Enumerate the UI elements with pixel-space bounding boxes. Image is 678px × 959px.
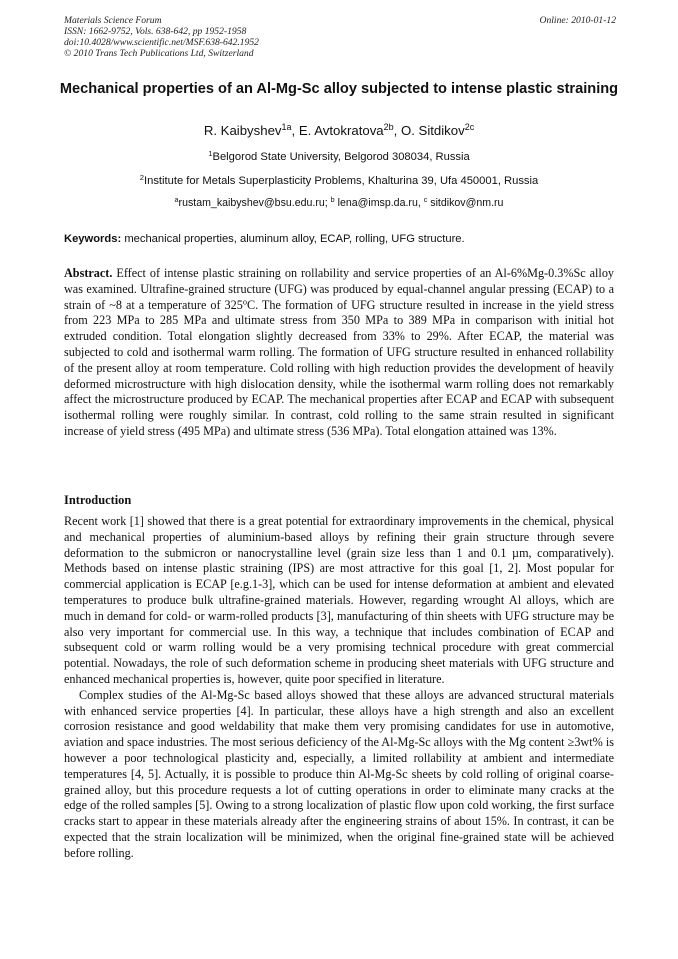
section-heading: Introduction bbox=[64, 493, 132, 507]
affiliation-number: 2 bbox=[139, 172, 144, 182]
keywords bbox=[64, 232, 616, 246]
abstract bbox=[64, 266, 614, 440]
affiliation bbox=[30, 150, 648, 164]
online-date: Online: 2010-01-12 bbox=[539, 15, 616, 26]
email-link[interactable]: sitdikov@nm.ru bbox=[430, 197, 504, 209]
journal-name: Materials Science Forum bbox=[64, 15, 162, 26]
email-mark: b bbox=[330, 195, 335, 205]
journal-header bbox=[64, 15, 616, 59]
keywords-text: mechanical properties, aluminum alloy, ECAP, rolling, UFG structure. bbox=[124, 233, 465, 245]
affiliation-text: Belgorod State University, Belgorod 308034, Russia bbox=[212, 151, 470, 163]
affiliation-number: 1 bbox=[208, 148, 213, 158]
email-link[interactable]: lena@imsp.da.ru, bbox=[337, 197, 421, 209]
author-affiliation-mark: 2c bbox=[464, 122, 475, 133]
email-mark: a bbox=[174, 195, 179, 205]
paragraph: Recent work [1] showed that there is a great potential for extraordinary improvements in the chemical, physical and mechanical properties of aluminium-based alloys by refining their grain structure through severe deformation to the submicron or nanocrystalline level (grain size less than 1 and 0.1 µm, comparatively). Methods based on intense plastic straining (IPS) are most attractive for this goal [1, 2]. Most popular for commercial application is ECAP [e.g.1-3], which can be used for intense deformation at ambient and elevated temperatures to produce bulk ultrafine-grained materials. However, regarding wrought Al alloys, which are much in demand for cold- or warm-rolled products [3], manufacturing of thin sheets with UFG structure may be also very important for commercial use. In this way, a technique that includes combination of ECAP and subsequent cold or warm rolling would be a very promising technical procedure with great commercial potential. Nowadays, the role of such deformation scheme in producing sheet materials with UFG structure and enhanced mechanical properties is, however, quite poor specified in literature. bbox=[64, 514, 614, 686]
author-name: O. Sitdikov bbox=[400, 123, 465, 138]
abstract-text: Effect of intense plastic straining on rollability and service properties of an Al-6%Mg-0.3%Sc alloy was examined. Ultrafine-grained structure (UFG) was produced by equal-channel angular pressing (ECAP) to a strain of ~8 at a temperature of 325 bbox=[64, 266, 615, 312]
introduction-body bbox=[64, 514, 614, 862]
doi-line: doi:10.4028/www.scientific.net/MSF.638-642.1952 bbox=[64, 37, 259, 48]
author-affiliation-mark: 2b bbox=[383, 122, 394, 133]
author-list: R. Kaibyshev$^{1a}$, E. Avtokratova$^{2b}$, O. Sitdikov$^{2c}$ bbox=[203, 122, 475, 138]
email-mark: c bbox=[423, 195, 428, 205]
issn-line: ISSN: 1662-9752, Vols. 638-642, pp 1952-1958 bbox=[64, 26, 247, 37]
paragraph: Complex studies of the Al-Mg-Sc based alloys showed that these alloys are advanced structural materials with enhanced service properties [4]. In particular, these alloys have a high strength and also an excellent corrosion resistance and good weldability that make them very promising candidates for use in automotive, aviation and space industries. The most serious deficiency of the Al-Mg-Sc alloys with the Mg content ≥3wt% is however a poor technological plasticity and, especially, a limited rollability at ambient and intermediate temperatures [4, 5]. Actually, it is possible to produce thin Al-Mg-Sc sheets by cold rolling of original coarse-grained alloy, but this procedure requests a lot of cutting operations in order to eliminate many cracks at the edge of the rolled samples [5]. Owing to a strong localization of plastic flow upon cold working, the first surface cracks start to appear in these materials already after the engineering strains of about 15%. In contrast, it can be expected that the strain localization will be minimized, when the original fine-grained state will be achieved before rolling. bbox=[64, 687, 614, 860]
copyright-line: © 2010 Trans Tech Publications Ltd, Switzerland bbox=[64, 48, 254, 59]
degree-mark: o bbox=[242, 297, 247, 307]
paper-title: Mechanical properties of an Al-Mg-Sc alloy subjected to intense plastic straining bbox=[59, 81, 619, 97]
keywords-label: Keywords: bbox=[64, 233, 122, 245]
author-name: R. Kaibyshev bbox=[203, 123, 282, 138]
affiliation bbox=[30, 174, 648, 188]
email-list bbox=[30, 196, 648, 210]
email-link[interactable]: rustam_kaibyshev@bsu.edu.ru; bbox=[178, 197, 328, 209]
author-affiliation-mark: 1a bbox=[281, 122, 292, 133]
abstract-label: Abstract. bbox=[64, 266, 113, 280]
author-name: E. Avtokratova bbox=[298, 123, 384, 138]
affiliation-text: Institute for Metals Superplasticity Problems, Khalturina 39, Ufa 450001, Russia bbox=[143, 175, 539, 187]
abstract-text: C. The formation of UFG structure resulted in increase in the yield stress from 223 MPa to 285 MPa and ultimate stress from 350 MPa to 389 MPa in comparison with initial hot extruded condition. Total elongation slightly decreased from 33% to 29%. After ECAP, the material was subjected to cold and isothermal warm rolling. The formation of UFG structure resulted in enhanced rollability of the present alloy at room temperature. Cold rolling with high reduction provides the development of heavily deformed microstructure with high dislocation density, while the isothermal warm rolling does not remarkably affect the microstructure produced by ECAP. The mechanical properties after ECAP and ECAP with subsequent isothermal rolling were roughly similar. In contrast, cold rolling to the same strain resulted in significant increase of yield stress (495 MPa) and ultimate stress (536 MPa). Total elongation attained was 13%. bbox=[64, 297, 614, 438]
